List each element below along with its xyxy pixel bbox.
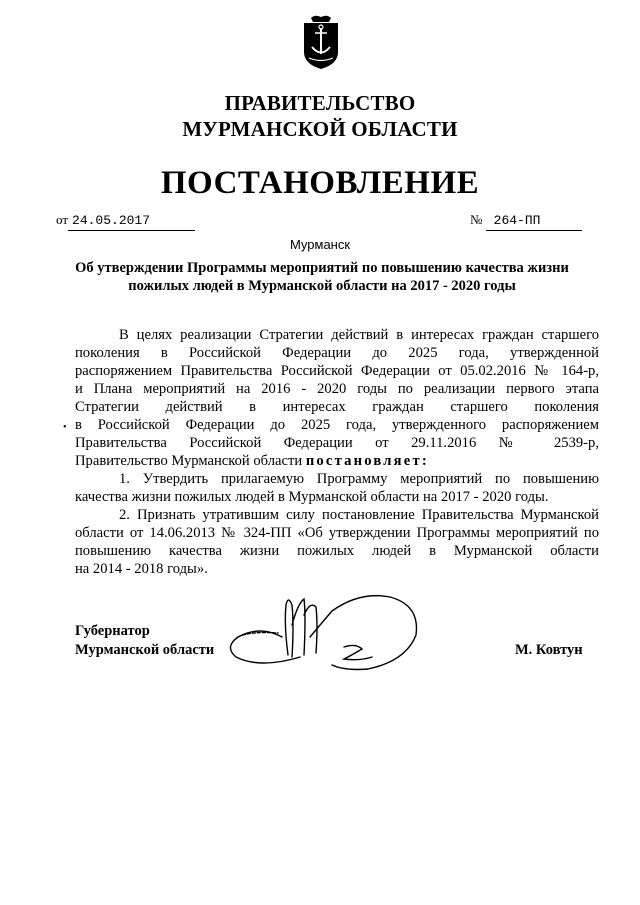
body-line [75, 452, 599, 470]
title-line: Об утверждении Программы мероприятий по повышению качества жизни [75, 260, 569, 276]
title-line: пожилых людей в Мурманской области на 2017 - 2020 годы [128, 278, 516, 294]
item-2-line: повышению качества жизни пожилых людей в Мурманской области [75, 543, 599, 559]
resolution-keyword: постановляет: [305, 453, 429, 469]
item-2-line: области от 14.06.2013 № 324-ПП «Об утверждении Программы мероприятий по [75, 525, 599, 541]
date-prefix: от [56, 212, 69, 227]
government-name-line1: ПРАВИТЕЛЬСТВО [224, 91, 416, 115]
item-1-line: качества жизни пожилых людей в Мурманской области на 2017 - 2020 годы. [75, 489, 549, 505]
body-line: и Плана мероприятий на 2016 - 2020 годы по реализации первого этапа [75, 381, 599, 397]
body-line: Правительства Российской Федерации от 29.11.2016 № 2539-р, [75, 435, 599, 451]
position-line: Губернатор [75, 623, 150, 639]
body-line: в Российской Федерации до 2025 года, утвержденного распоряжением [75, 417, 599, 433]
scan-mark: • [63, 422, 67, 433]
body-line: Стратегии действий в интересах граждан старшего поколения [75, 399, 599, 415]
resolution-prefix: Правительство Мурманской области [75, 453, 303, 469]
body-line: распоряжением Правительства Российской Федерации от 05.02.2016 № 164-р, [75, 363, 599, 379]
number-prefix: № [470, 212, 483, 227]
city-name: Мурманск [289, 237, 351, 252]
handwritten-signature [220, 585, 430, 680]
signatory-name: М. Ковтун [515, 642, 583, 658]
body-line: В целях реализации Стратегии действий в интересах граждан старшего [119, 327, 599, 343]
signatory-position [75, 622, 214, 660]
item-2-line: на 2014 - 2018 годы». [75, 561, 208, 577]
document-date-field [56, 211, 195, 231]
item-1-line: 1. Утвердить прилагаемую Программу мероприятий по повышению [119, 471, 599, 487]
document-number: 264-ПП [493, 213, 541, 228]
position-line: Мурманской области [75, 642, 215, 658]
coat-of-arms-emblem [301, 14, 341, 70]
body-line: поколения в Российской Федерации до 2025 года, утвержденной [75, 345, 599, 361]
government-name-line2: МУРМАНСКОЙ ОБЛАСТИ [182, 117, 458, 141]
document-date: 24.05.2017 [72, 213, 151, 228]
item-2-line: 2. Признать утратившим силу постановление Правительства Мурманской [119, 507, 599, 523]
document-title [72, 259, 572, 295]
document-type-heading: ПОСТАНОВЛЕНИЕ [160, 165, 480, 201]
document-number-field [470, 211, 582, 231]
document-body [75, 326, 599, 578]
